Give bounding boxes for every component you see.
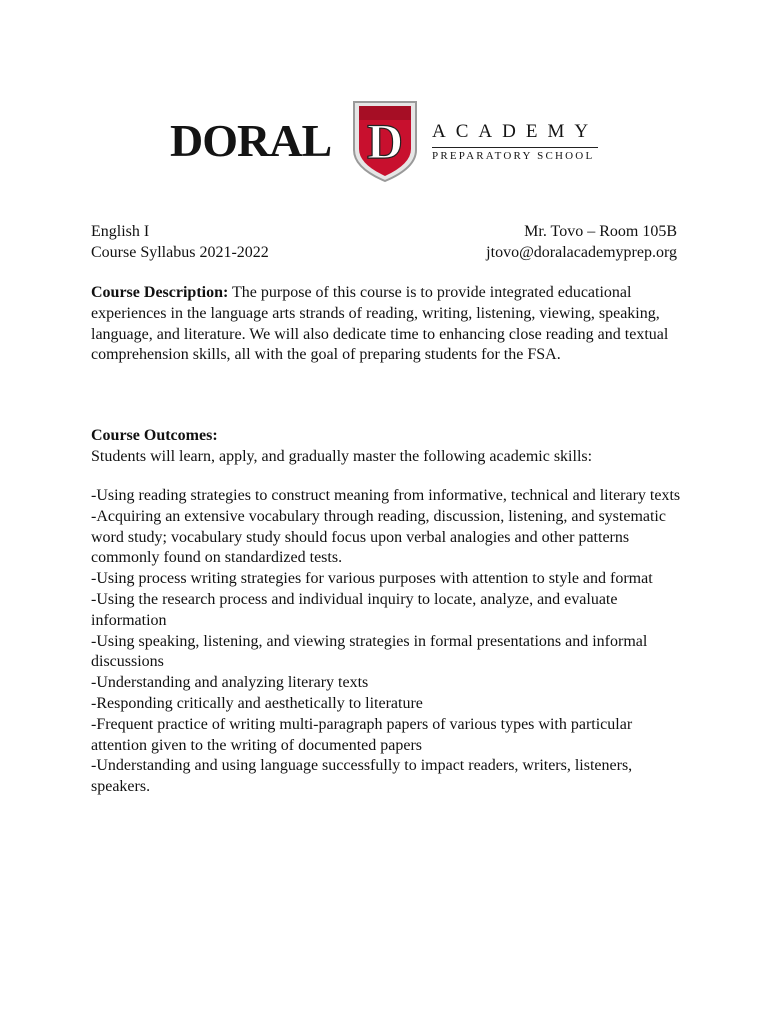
shield-letter: D [366, 113, 404, 169]
logo-academy: ACADEMY [432, 121, 599, 142]
list-item: -Frequent practice of writing multi-paragraph papers of various types with particular attention given to the writing of documented papers [91, 715, 633, 754]
teacher-room: Mr. Tovo – Room 105B [524, 223, 677, 240]
course-outcomes [91, 426, 681, 468]
shield-icon [350, 98, 420, 184]
outcomes-list [91, 486, 681, 798]
list-item: -Understanding and using language successfully to impact readers, writers, listeners, speakers. [91, 757, 633, 796]
course-info [91, 221, 269, 263]
teacher-email[interactable]: jtovo@doralacademyprep.org [486, 244, 677, 261]
list-item: -Using reading strategies to construct meaning from informative, technical and literary texts [91, 487, 681, 504]
logo-wordmark: DORAL [170, 115, 332, 166]
course-description [91, 283, 681, 366]
logo-subtitle: PREPARATORY SCHOOL [432, 150, 595, 162]
list-item: -Understanding and analyzing literary texts [91, 674, 369, 692]
outcomes-heading: Course Outcomes: [91, 427, 218, 444]
list-item: -Responding critically and aesthetically to literature [91, 694, 423, 712]
course-syllabus-year: Course Syllabus 2021-2022 [91, 244, 269, 261]
outcomes-intro: Students will learn, apply, and gradually master the following academic skills: [91, 447, 593, 465]
list-item: -Acquiring an extensive vocabulary through reading, discussion, listening, and systematic word study; vocabulary study should focus upon verbal analogies and other patterns commonly found on standardized tests. [91, 507, 666, 567]
list-item: -Using speaking, listening, and viewing strategies in formal presentations and informal discussions [91, 632, 648, 671]
course-name: English I [91, 223, 150, 240]
description-text: The purpose of this course is to provide integrated educational experiences in the language arts strands of reading, writing, listening, viewing, speaking, language, and literature. We will also dedicate time to enhancing close reading and textual comprehension skills, all with the goal of preparing students for the FSA. [91, 284, 669, 364]
description-heading: Course Description: [91, 284, 229, 301]
list-item: -Using process writing strategies for various purposes with attention to style and format [91, 570, 653, 588]
school-logo [170, 98, 610, 188]
list-item: -Using the research process and individual inquiry to locate, analyze, and evaluate information [91, 590, 618, 629]
teacher-info [486, 221, 677, 263]
logo-divider [432, 147, 598, 148]
